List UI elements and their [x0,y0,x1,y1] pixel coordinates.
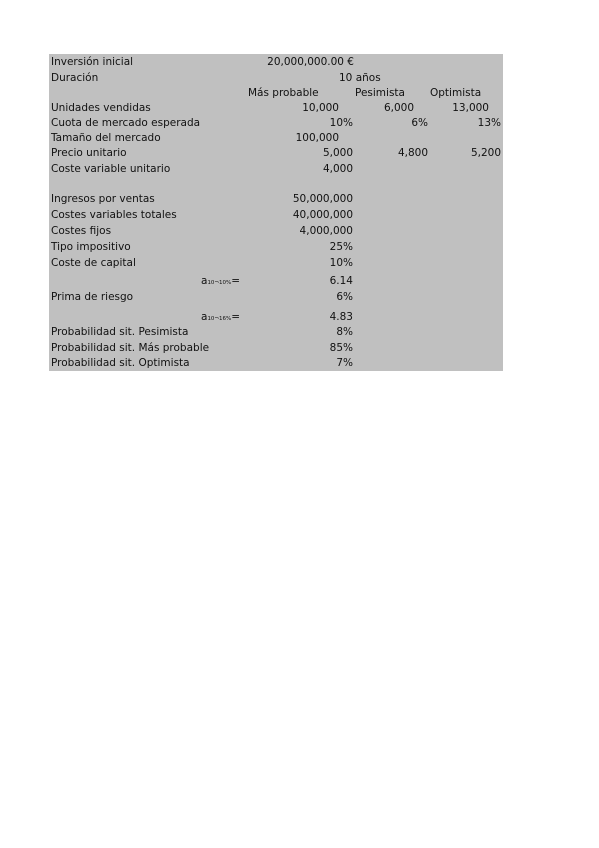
costes-fijos-label: Costes fijos [51,225,112,237]
ingresos-label: Ingresos por ventas [51,193,155,205]
unidades-optimista: 13,000 [452,102,489,114]
prima-value: 6% [336,291,353,303]
costes-var-tot-label: Costes variables totales [51,209,177,221]
annuity-factor-2-value: 4.83 [329,311,353,323]
tamano-label: Tamaño del mercado [51,132,161,144]
unidades-mas-probable: 10,000 [302,102,339,114]
unidades-pesimista: 6,000 [383,102,414,114]
precio-label: Precio unitario [51,147,127,159]
cuota-label: Cuota de mercado esperada [51,117,201,129]
annuity-factor-1-label: a10¬10%= [201,275,241,287]
header-mas-probable: Más probable [248,87,319,99]
header-optimista: Optimista [430,87,482,99]
inversion-label: Inversión inicial [51,56,134,68]
precio-optimista: 5,200 [470,147,501,159]
coste-capital-value: 10% [329,257,353,269]
prob-mas-probable-label: Probabilidad sit. Más probable [51,342,210,354]
spreadsheet-area [49,54,503,371]
prob-pesimista-label: Probabilidad sit. Pesimista [51,326,189,338]
tamano-value: 100,000 [295,132,339,144]
coste-capital-label: Coste de capital [51,257,136,269]
ingresos-value: 50,000,000 [292,193,353,205]
tipo-value: 25% [329,241,353,253]
costes-var-tot-value: 40,000,000 [292,209,353,221]
prob-pesimista-value: 8% [336,326,353,338]
unidades-label: Unidades vendidas [51,102,151,114]
tipo-label: Tipo impositivo [51,241,131,253]
prob-optimista-value: 7% [336,357,353,369]
annuity-factor-2-label: a10¬16%= [201,311,241,323]
cuota-optimista: 13% [477,117,501,129]
prob-optimista-label: Probabilidad sit. Optimista [51,357,190,369]
coste-var-label: Coste variable unitario [51,163,171,175]
duracion-value: 10 años [339,72,381,84]
precio-mas-probable: 5,000 [322,147,353,159]
prima-label: Prima de riesgo [51,291,134,303]
header-pesimista: Pesimista [355,87,405,99]
cuota-pesimista: 6% [411,117,428,129]
coste-var-value: 4,000 [322,163,353,175]
prob-mas-probable-value: 85% [329,342,353,354]
annuity-factor-1-value: 6.14 [329,275,353,287]
duracion-label: Duración [51,72,99,84]
cuota-mas-probable: 10% [329,117,353,129]
costes-fijos-value: 4,000,000 [299,225,353,237]
inversion-value: 20,000,000.00 € [267,56,354,68]
precio-pesimista: 4,800 [397,147,428,159]
